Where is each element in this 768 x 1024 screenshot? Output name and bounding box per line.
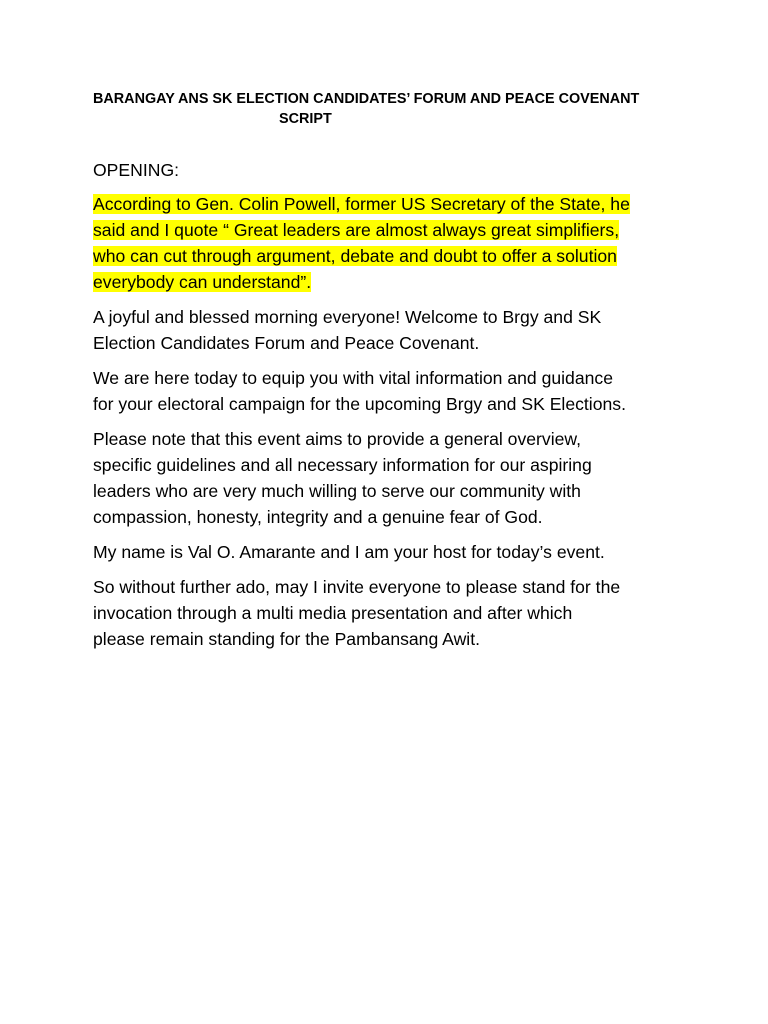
quote-line: everybody can understand”. <box>93 272 312 292</box>
paragraph-line: My name is Val O. Amarante and I am your host for today’s event. <box>93 542 605 562</box>
paragraph-host <box>93 539 693 565</box>
paragraph-line: Election Candidates Forum and Peace Covenant. <box>93 333 480 353</box>
paragraph-purpose <box>93 365 693 417</box>
paragraph-line: A joyful and blessed morning everyone! Welcome to Brgy and SK <box>93 307 602 327</box>
paragraph-line: We are here today to equip you with vital information and guidance <box>93 368 613 388</box>
paragraph-line: compassion, honesty, integrity and a genuine fear of God. <box>93 507 543 527</box>
paragraph-overview <box>93 426 693 530</box>
title-line: SCRIPT <box>279 111 332 127</box>
quote-line: said and I quote “ Great leaders are almost always great simplifiers, <box>93 220 620 240</box>
title-line: BARANGAY ANS SK ELECTION CANDIDATES’ FORUM AND PEACE COVENANT <box>93 91 640 107</box>
quote-line: who can cut through argument, debate and doubt to offer a solution <box>93 246 617 266</box>
document-title <box>93 89 693 129</box>
paragraph-line: specific guidelines and all necessary information for our aspiring <box>93 455 592 475</box>
paragraph-line: leaders who are very much willing to serve our community with <box>93 481 581 501</box>
paragraph-line: Please note that this event aims to provide a general overview, <box>93 429 582 449</box>
paragraph-line: So without further ado, may I invite everyone to please stand for the <box>93 577 621 597</box>
opening-heading: OPENING: <box>93 160 180 180</box>
paragraph-line: invocation through a multi media presentation and after which <box>93 603 573 623</box>
highlighted-quote <box>93 191 693 295</box>
paragraph-line: for your electoral campaign for the upcoming Brgy and SK Elections. <box>93 394 626 414</box>
document-body <box>93 157 693 661</box>
paragraph-line: please remain standing for the Pambansang Awit. <box>93 629 480 649</box>
paragraph-invocation <box>93 574 693 652</box>
paragraph-welcome <box>93 304 693 356</box>
quote-line: According to Gen. Colin Powell, former US Secretary of the State, he <box>93 194 630 214</box>
